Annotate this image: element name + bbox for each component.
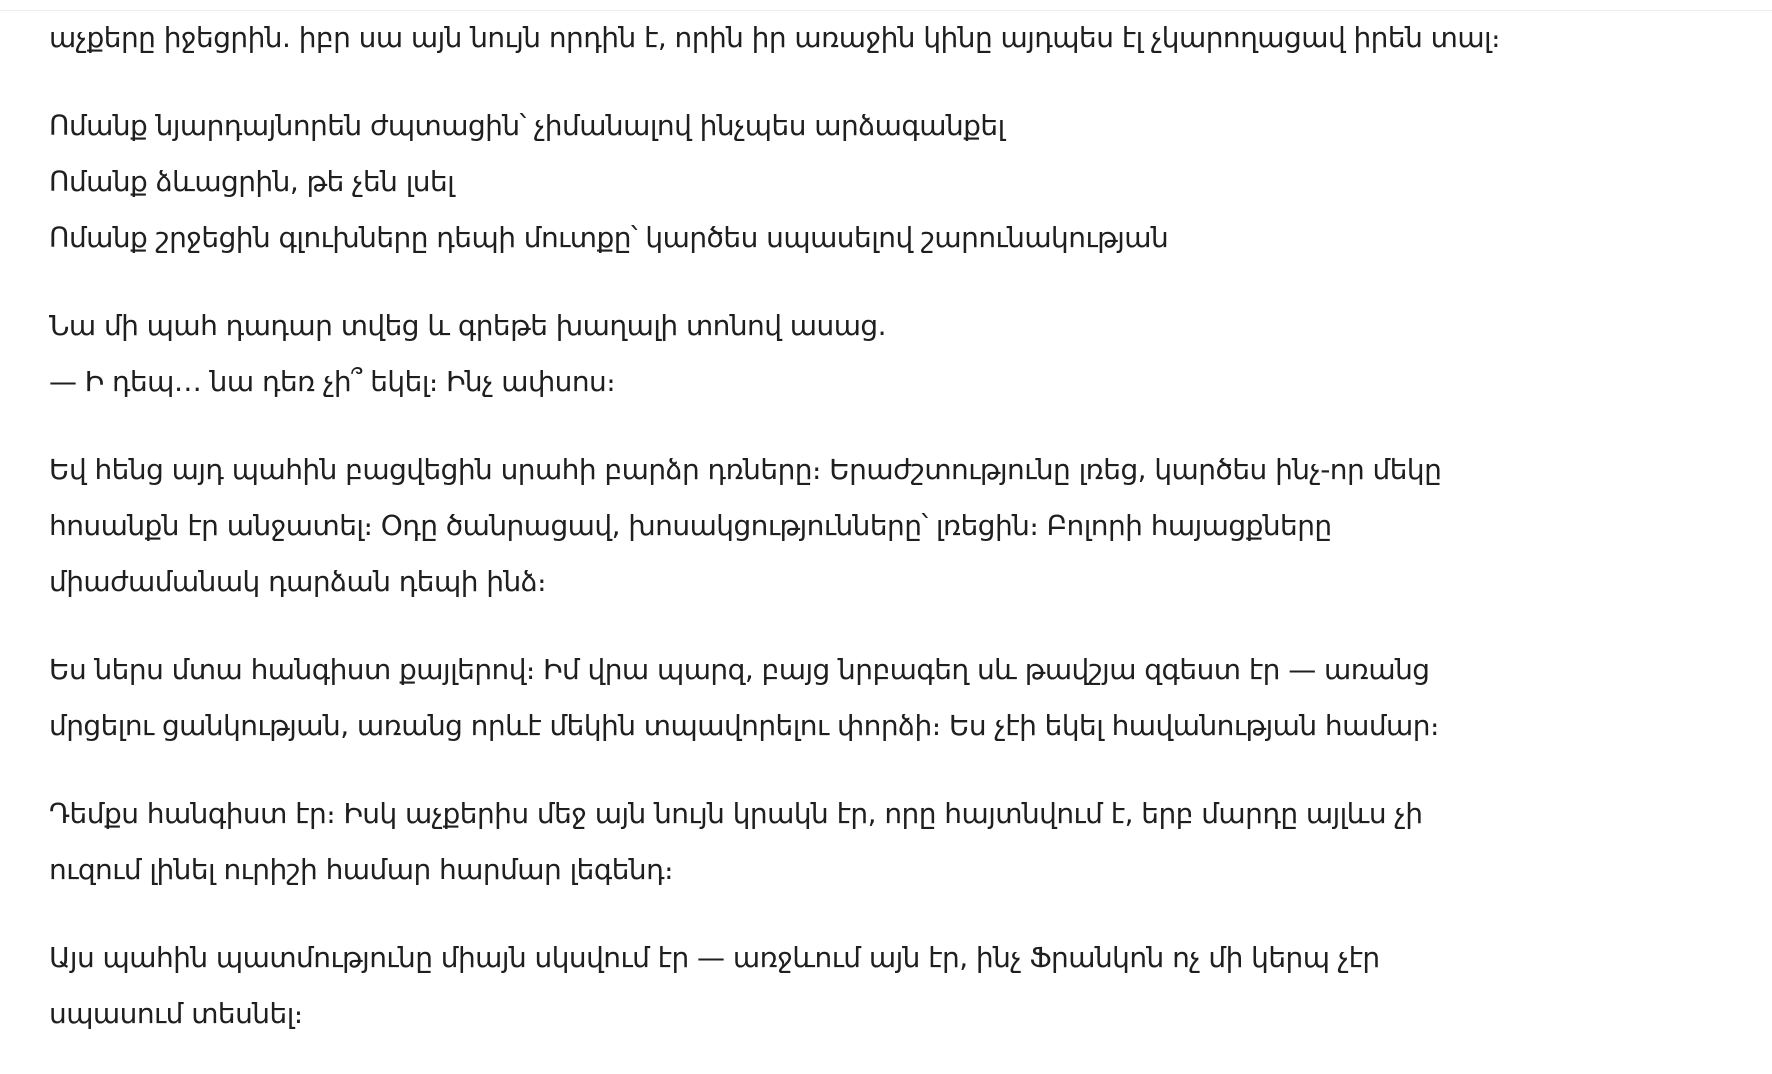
text-line: մրցելու ցանկության, առանց որևէ մեկին տպավորելու փորձի։ Ես չէի եկել հավանության համար։ xyxy=(49,709,1439,742)
paragraph-1 xyxy=(49,10,1729,66)
paragraph-6 xyxy=(49,786,1729,898)
text-line: հոսանքն էր անջատել։ Օդը ծանրացավ, խոսակցությունները՝ լռեցին։ Բոլորի հայացքները xyxy=(49,509,1332,542)
text-line: Ոմանք նյարդայնորեն ժպտացին՝ չիմանալով ինչպես արձագանքել xyxy=(49,109,1005,142)
text-line: Նա մի պահ դադար տվեց և գրեթե խաղալի տոնով ասաց. xyxy=(49,309,886,342)
paragraph-5 xyxy=(49,642,1729,754)
text-line: Դեմքս հանգիստ էր։ Իսկ աչքերիս մեջ այն նույն կրակն էր, որը հայտնվում է, երբ մարդը այլևս չի xyxy=(49,797,1423,830)
paragraph-3 xyxy=(49,298,1729,410)
text-line: ուզում լինել ուրիշի համար հարմար լեգենդ։ xyxy=(49,853,673,886)
article-body xyxy=(49,10,1729,1074)
paragraph-2 xyxy=(49,98,1729,266)
text-line: աչքերը իջեցրին. իբր սա այն նույն որդին է, որին իր առաջին կինը այդպես էլ չկարողացավ իրեն տալ։ xyxy=(49,21,1500,54)
text-line: Եվ հենց այդ պահին բացվեցին սրահի բարձր դռները։ Երաժշտությունը լռեց, կարծես ինչ-որ մեկը xyxy=(49,453,1442,486)
text-line: — Ի դեպ… նա դեռ չի՞ եկել։ Ինչ ափսոս։ xyxy=(49,365,616,398)
paragraph-7 xyxy=(49,930,1729,1042)
text-line: միաժամանակ դարձան դեպի ինձ։ xyxy=(49,565,547,598)
text-line: սպասում տեսնել։ xyxy=(49,997,303,1030)
text-line: Այս պահին պատմությունը միայն սկսվում էր — առջևում այն էր, ինչ Ֆրանկոն ոչ մի կերպ չէր xyxy=(49,941,1380,974)
paragraph-4 xyxy=(49,442,1729,610)
text-line: Ես ներս մտա հանգիստ քայլերով։ Իմ վրա պարզ, բայց նրբագեղ սև թավշյա զգեստ էր — առանց xyxy=(49,653,1430,686)
text-line: Ոմանք ձևացրին, թե չեն լսել xyxy=(49,165,455,198)
text-line: Ոմանք շրջեցին գլուխները դեպի մուտքը՝ կարծես սպասելով շարունակության xyxy=(49,221,1169,254)
